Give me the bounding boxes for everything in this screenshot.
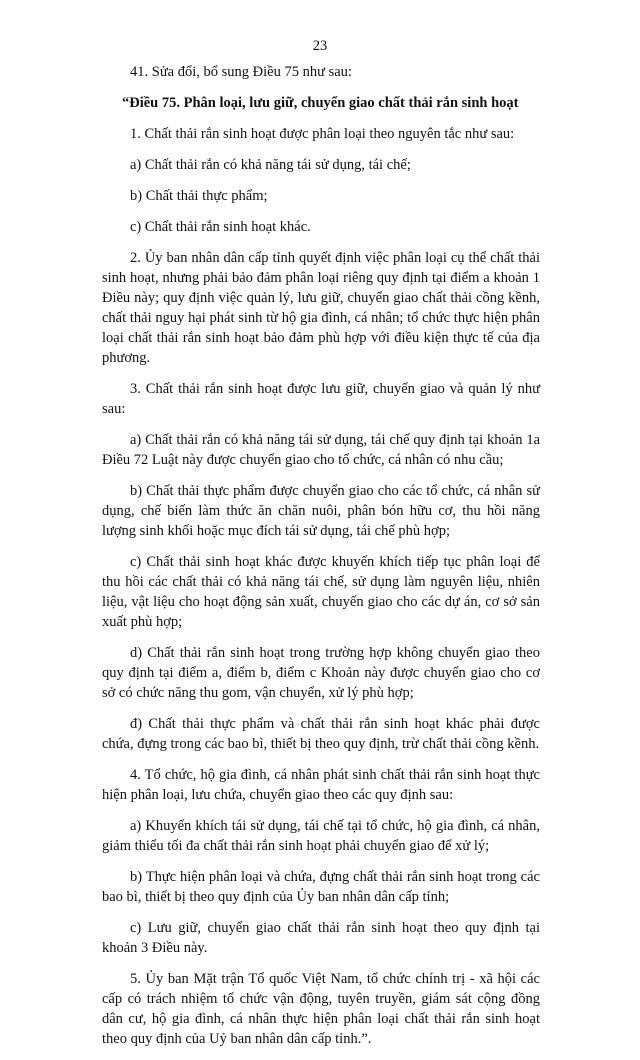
clause-4: 4. Tổ chức, hộ gia đình, cá nhân phát sinh chất thải rắn sinh hoạt thực hiện phân loại, lưu chứa, chuyển giao theo các quy định sau: (102, 767, 540, 803)
clause-3: 3. Chất thải rắn sinh hoạt được lưu giữ, chuyển giao và quản lý như sau: (102, 381, 540, 417)
clause-3-point-b: b) Chất thải thực phẩm được chuyển giao cho các tổ chức, cá nhân sử dụng, chế biến làm thức ăn chăn nuôi, phân bón hữu cơ, thu hồi năng lượng sinh khối hoặc mục đích tái sử dụng, tái chế phù hợp; (102, 483, 540, 539)
article-title: “Điều 75. Phân loại, lưu giữ, chuyển giao chất thải rắn sinh hoạt (122, 95, 519, 111)
clause-4-point-a: a) Khuyến khích tái sử dụng, tái chế tại tổ chức, hộ gia đình, cá nhân, giảm thiểu tối đa chất thải rắn sinh hoạt phải chuyển giao để xử lý; (102, 818, 540, 854)
clause-2: 2. Ủy ban nhân dân cấp tỉnh quyết định việc phân loại cụ thể chất thải sinh hoạt, nhưng phải bảo đảm phân loại riêng quy định tại điểm a khoản 1 Điều này; quy định việc quản lý, lưu giữ, chuyển giao chất thải cồng kềnh, chất thải nguy hại phát sinh từ hộ gia đình, cá nhân; tổ chức thực hiện phân loại chất thải rắn sinh hoạt bảo đảm phù hợp với điều kiện thực tế của địa phương. (102, 250, 540, 366)
clause-3-point-a: a) Chất thải rắn có khả năng tái sử dụng, tái chế quy định tại khoản 1a Điều 72 Luật này được chuyển giao cho tổ chức, cá nhân có nhu cầu; (102, 432, 540, 468)
clause-3-point-d: d) Chất thải rắn sinh hoạt trong trường hợp không chuyển giao theo quy định tại điểm a, điểm b, điểm c Khoản này được chuyển giao cho cơ sở có chức năng thu gom, vận chuyển, xử lý phù hợp; (102, 645, 540, 701)
clause-1-point-b: b) Chất thải thực phẩm; (130, 188, 268, 204)
clause-5: 5. Ủy ban Mặt trận Tổ quốc Việt Nam, tổ chức chính trị - xã hội các cấp có trách nhiệm tổ chức vận động, tuyên truyền, giám sát cộng đồng dân cư, hộ gia đình, cá nhân thực hiện phân loại chất thải rắn sinh hoạt theo quy định của Uỷ ban nhân dân cấp tỉnh.”. (102, 971, 540, 1047)
clause-3-point-c: c) Chất thải sinh hoạt khác được khuyến khích tiếp tục phân loại để thu hồi các chất thải có khả năng tái chế, sử dụng làm nguyên liệu, nhiên liệu, vật liệu cho hoạt động sản xuất, chuyển giao cho các dự án, cơ sở sản xuất phù hợp; (102, 554, 540, 630)
clause-4-point-b: b) Thực hiện phân loại và chứa, đựng chất thải rắn sinh hoạt trong các bao bì, thiết bị theo quy định của Ủy ban nhân dân cấp tỉnh; (102, 869, 540, 905)
clause-3-point-dd: đ) Chất thải thực phẩm và chất thải rắn sinh hoạt khác phải được chứa, đựng trong các bao bì, thiết bị theo quy định, trừ chất thải cồng kềnh. (102, 716, 540, 752)
clause-4-point-c: c) Lưu giữ, chuyển giao chất thải rắn sinh hoạt theo quy định tại khoản 3 Điều này. (102, 920, 540, 956)
page-number: 23 (312, 38, 328, 54)
amendment-intro: 41. Sửa đổi, bổ sung Điều 75 như sau: (130, 64, 352, 80)
clause-1-point-c: c) Chất thải rắn sinh hoạt khác. (130, 219, 311, 235)
document-body (102, 62, 540, 1060)
clause-1-point-a: a) Chất thải rắn có khả năng tái sử dụng, tái chế; (130, 157, 411, 173)
clause-1: 1. Chất thải rắn sinh hoạt được phân loại theo nguyên tắc như sau: (130, 126, 515, 142)
